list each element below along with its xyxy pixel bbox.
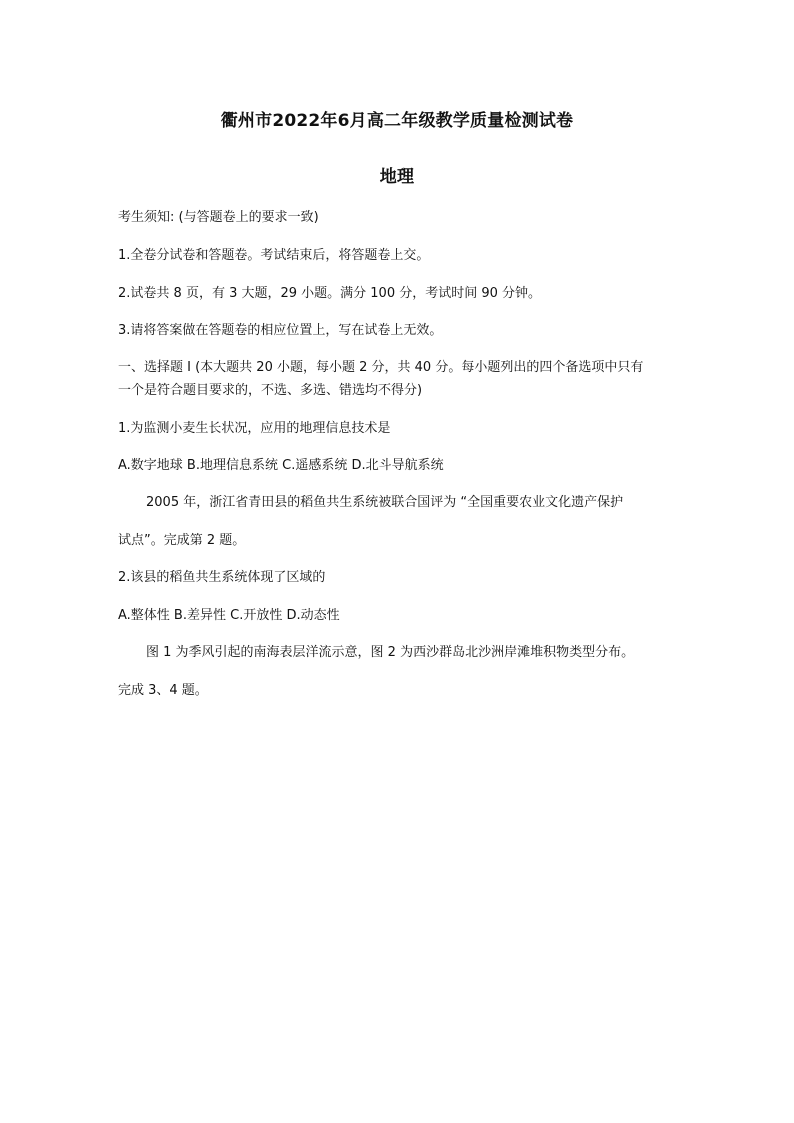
question-2-context-line-2: 试点”。完成第 2 题。 [118, 533, 246, 548]
question-1-options: A.数字地球 B.地理信息系统 C.遥感系统 D.北斗导航系统 [118, 458, 444, 473]
notice-heading: 考生须知: (与答题卷上的要求一致) [118, 210, 319, 225]
question-2-stem: 2.该县的稻鱼共生系统体现了区域的 [118, 570, 326, 585]
question-3-4-context-line-1: 图 1 为季风引起的南海表层洋流示意，图 2 为西沙群岛北沙洲岸滩堆积物类型分布。 [146, 645, 635, 660]
notice-item-3: 3.请将答案做在答题卷的相应位置上，写在试卷上无效。 [118, 323, 443, 338]
exam-title: 衢州市2022年6月高二年级教学质量检测试卷 [220, 111, 574, 131]
question-3-4-context-line-2: 完成 3、4 题。 [118, 683, 208, 698]
question-2-context-line-1: 2005 年，浙江省青田县的稻鱼共生系统被联合国评为 “全国重要农业文化遗产保护 [146, 495, 624, 510]
question-1-stem: 1.为监测小麦生长状况，应用的地理信息技术是 [118, 421, 391, 436]
notice-item-2: 2.试卷共 8 页，有 3 大题，29 小题。满分 100 分，考试时间 90 分钟。 [118, 286, 542, 301]
question-2-options: A.整体性 B.差异性 C.开放性 D.动态性 [118, 608, 340, 623]
notice-item-1: 1.全卷分试卷和答题卷。考试结束后，将答题卷上交。 [118, 248, 430, 263]
section-heading-line-1: 一、选择题 I (本大题共 20 小题，每小题 2 分，共 40 分。每小题列出的四个备选项中只有 [118, 360, 644, 375]
subject-title: 地理 [379, 167, 415, 187]
section-heading-line-2: 一个是符合题目要求的，不选、多选、错选均不得分) [118, 383, 423, 398]
